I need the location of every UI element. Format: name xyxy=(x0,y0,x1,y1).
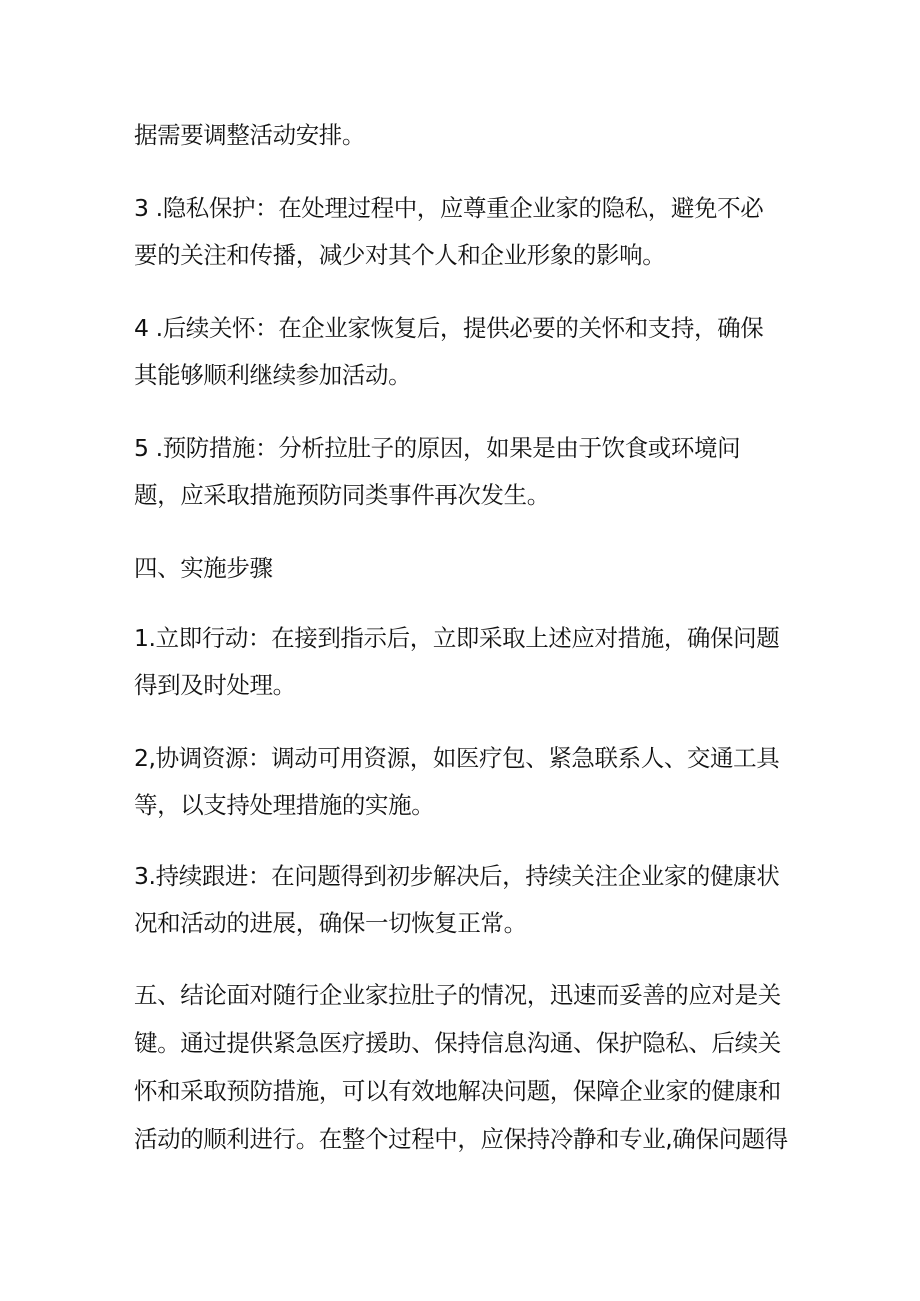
text-line: 1.立即行动：在接到指示后，立即采取上述应对措施，确保问题 xyxy=(134,624,780,652)
text-line: 3.持续跟进：在问题得到初步解决后，持续关注企业家的健康状 xyxy=(134,862,780,890)
text-line: 4 .后续关怀：在企业家恢复后，提供必要的关怀和支持，确保 xyxy=(134,314,764,342)
text-line: 得到及时处理。 xyxy=(134,671,296,699)
text-line: 3 .隐私保护：在处理过程中，应尊重企业家的隐私，避免不必 xyxy=(134,194,764,222)
text-line: 5 .预防措施：分析拉肚子的原因，如果是由于饮食或环境问 xyxy=(134,434,741,462)
text-line: 2,协调资源：调动可用资源，如医疗包、紧急联系人、交通工具 xyxy=(134,744,780,772)
text-line: 题，应采取措施预防同类事件再次发生。 xyxy=(134,481,550,509)
text-line: 活动的顺利进行。在整个过程中，应保持冷静和专业,确保问题得 xyxy=(134,1125,788,1153)
section-heading: 四、实施步骤 xyxy=(134,554,273,582)
text-line: 要的关注和传播，减少对其个人和企业形象的影响。 xyxy=(134,241,666,269)
text-line: 其能够顺利继续参加活动。 xyxy=(134,361,412,389)
text-line: 况和活动的进展，确保一切恢复正常。 xyxy=(134,909,527,937)
text-line: 键。通过提供紧急医疗援助、保持信息沟通、保护隐私、后续关 xyxy=(134,1029,781,1057)
text-line: 怀和采取预防措施，可以有效地解决问题，保障企业家的健康和 xyxy=(134,1077,781,1105)
text-line: 据需要调整活动安排。 xyxy=(134,121,365,149)
text-line: 五、结论面对随行企业家拉肚子的情况，迅速而妥善的应对是关 xyxy=(134,981,781,1009)
text-line: 等，以支持处理措施的实施。 xyxy=(134,791,435,819)
